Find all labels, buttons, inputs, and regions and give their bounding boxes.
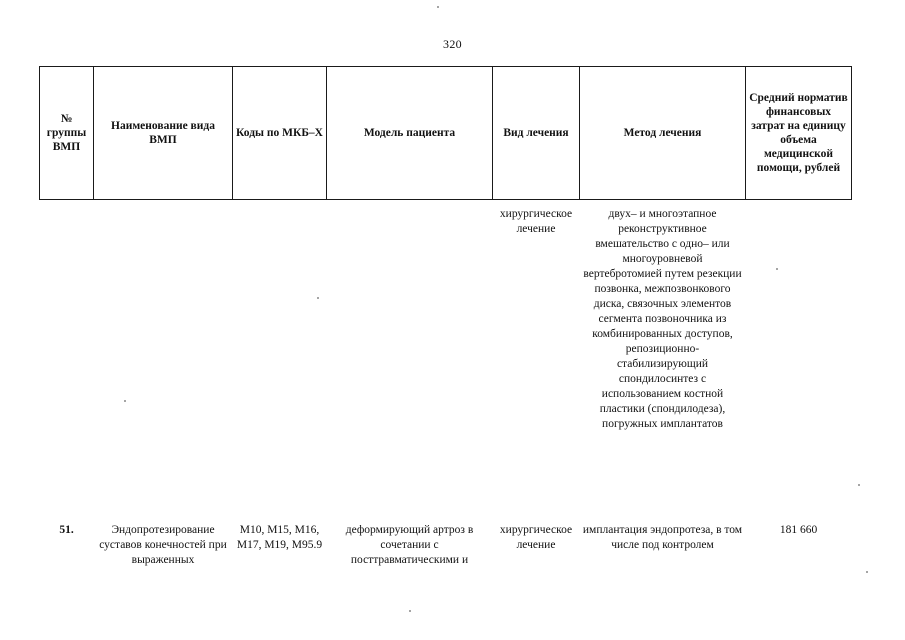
scan-speck: [437, 6, 439, 8]
scan-speck: [409, 610, 411, 612]
header-treatment-method: Метод лечения: [580, 67, 746, 200]
header-vmp-name: Наименование вида ВМП: [94, 67, 233, 200]
header-patient-model: Модель пациента: [327, 67, 493, 200]
scan-speck: [858, 484, 860, 486]
header-average-cost: Средний норматив финансовых затрат на единицу объема медицинской помощи, рублей: [746, 67, 852, 200]
cell-treatment-type: хирургическое лечение: [499, 524, 573, 551]
cell-treatment-type: хирургическое лечение: [499, 208, 573, 235]
cell-patient-model: [327, 200, 493, 513]
cell-group-number: 51.: [59, 524, 74, 536]
header-group-number: № группы ВМП: [40, 67, 94, 200]
cell-group-number: [40, 200, 94, 513]
scan-speck: [776, 268, 778, 270]
cell-vmp-name: [94, 200, 233, 513]
vmp-table: [39, 66, 852, 568]
table-row-51: [40, 512, 852, 568]
cell-icd-codes: M10, M15, M16, M17, M19, M95.9: [236, 524, 323, 551]
cell-average-cost: 181 660: [779, 524, 818, 536]
table-header-row: [40, 67, 852, 200]
scan-speck: [317, 297, 319, 299]
table-row-continuation: [40, 200, 852, 513]
cell-treatment-method: двух– и многоэтапное реконструктивное вмешательство с одно– или многоуровневой вертебротомией путем резекции позвонка, межпозвонкового диска, связочных элементов сегмента позвоночника из комбинированных доступов, репозиционно-стабилизирующий спондилосинтез с использованием костной пластики (спондилодеза), погружных имплантатов: [583, 208, 742, 430]
cell-vmp-name: Эндопротезирование суставов конечностей при выраженных: [99, 524, 227, 566]
cell-icd-codes: [233, 200, 327, 513]
header-treatment-type: Вид лечения: [493, 67, 580, 200]
cell-average-cost: [746, 200, 852, 513]
cell-treatment-method: имплантация эндопротеза, в том числе под контролем: [582, 524, 743, 551]
cell-patient-model: деформирующий артроз в сочетании с посттравматическими и: [345, 524, 474, 566]
header-icd-codes: Коды по МКБ–Х: [233, 67, 327, 200]
scan-speck: [866, 571, 868, 573]
page-number: 320: [443, 37, 462, 51]
scan-speck: [124, 400, 126, 402]
